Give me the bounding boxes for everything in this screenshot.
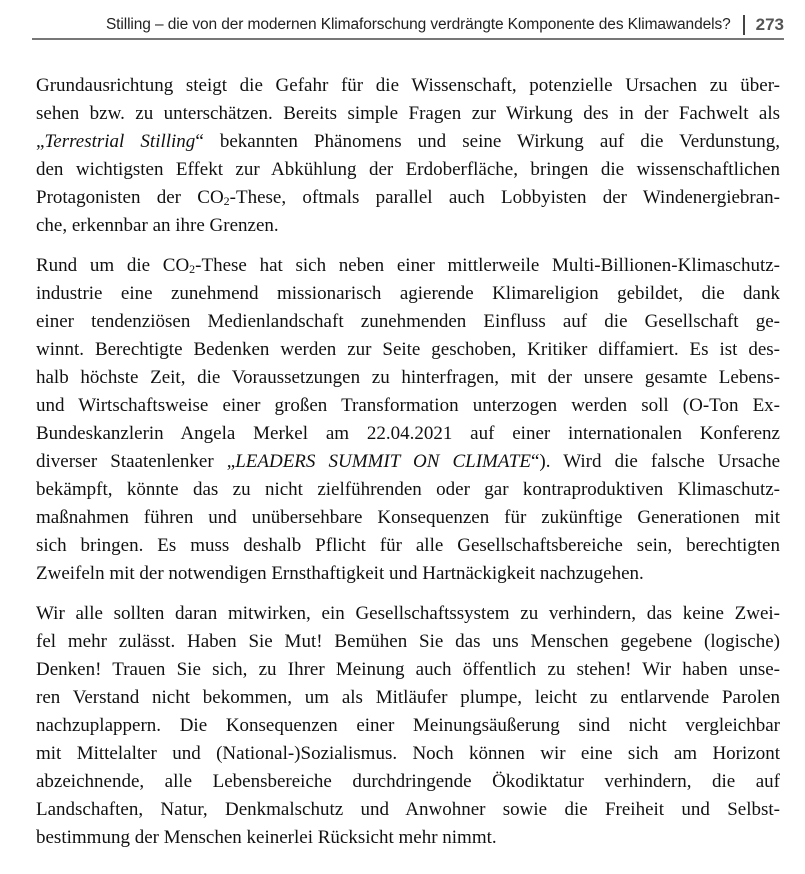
text-run: Bundeskanzlerin Angela Merkel am 22.04.2021 auf einer internationalen Konferenz — [36, 423, 780, 444]
text-run: Wir alle sollten daran mitwirken, ein Gesellschaftssystem zu verhindern, das keine Zwei- — [36, 603, 780, 624]
text-line — [36, 740, 780, 768]
italic-text: Terrestrial Stilling — [44, 131, 196, 152]
text-line — [36, 364, 780, 392]
text-run: halb höchste Zeit, die Voraussetzungen zu hinterfragen, mit der unsere gesamte Lebens- — [36, 367, 780, 388]
text-line — [36, 280, 780, 308]
page-number: 273 — [755, 15, 784, 34]
text-line — [36, 824, 780, 852]
text-run: -These, oftmals parallel auch Lobbyisten der Windenergiebran- — [229, 187, 780, 208]
subscript: 2 — [223, 194, 230, 208]
text-line — [36, 156, 780, 184]
italic-text: LEADERS SUMMIT ON CLIMATE — [235, 451, 531, 472]
text-line — [36, 476, 780, 504]
text-run: nachzuplappern. Die Konsequenzen einer Meinungsäußerung sind nicht vergleichbar — [36, 715, 780, 736]
text-run: bekämpft, könnte das zu nicht zielführenden oder gar kontraproduktiven Klimaschutz- — [36, 479, 780, 500]
text-line — [36, 504, 780, 532]
text-line — [36, 628, 780, 656]
text-line — [36, 768, 780, 796]
text-line — [36, 392, 780, 420]
header-separator — [743, 15, 745, 35]
text-line — [36, 72, 780, 100]
text-run: den wichtigsten Effekt zur Abkühlung der Erdoberfläche, bringen die wissenschaftlichen — [36, 159, 780, 180]
text-run: -These hat sich neben einer mittlerweile Multi-Billionen-Klimaschutz- — [195, 255, 780, 276]
text-run: Grundausrichtung steigt die Gefahr für die Wissenschaft, potenzielle Ursachen zu über- — [36, 75, 780, 96]
text-run: und Wirtschaftsweise einer großen Transformation unterzogen werden soll (O-Ton Ex- — [36, 395, 780, 416]
text-run: Rund um die CO — [36, 255, 190, 276]
text-run: diverser Staatenlenker „ — [36, 451, 236, 472]
text-line — [36, 712, 780, 740]
text-run: maßnahmen führen und unübersehbare Konsequenzen für zukünftige Generationen mit — [36, 507, 780, 528]
text-line — [36, 336, 780, 364]
text-line — [36, 796, 780, 824]
subscript: 2 — [189, 262, 196, 276]
text-run: einer tendenziösen Medienlandschaft zunehmenden Einfluss auf die Gesellschaft ge- — [36, 311, 780, 332]
text-line — [36, 448, 780, 476]
text-line — [36, 212, 780, 240]
body-text — [36, 72, 780, 852]
text-run: bestimmung der Menschen keinerlei Rücksicht mehr nimmt. — [36, 827, 497, 848]
running-header — [32, 12, 784, 38]
text-run: mit Mittelalter und (National-)Sozialismus. Noch können wir eine sich am Horizont — [36, 743, 780, 764]
text-line — [36, 184, 780, 212]
paragraph — [36, 72, 780, 240]
text-run: sehen bzw. zu unterschätzen. Bereits simple Fragen zur Wirkung des in der Fachwelt als — [36, 103, 780, 124]
text-run: che, erkennbar an ihre Grenzen. — [36, 215, 279, 236]
text-run: sich bringen. Es muss deshalb Pflicht für alle Gesellschaftsbereiche sein, berechtigten — [36, 535, 780, 556]
paragraph — [36, 600, 780, 852]
text-line — [36, 100, 780, 128]
text-run: abzeichnende, alle Lebensbereiche durchdringende Ökodiktatur verhindern, die auf — [36, 771, 780, 792]
text-line — [36, 420, 780, 448]
text-line — [36, 308, 780, 336]
text-run: winnt. Berechtigte Bedenken werden zur Seite geschoben, Kritiker diffamiert. Es ist des- — [36, 339, 780, 360]
text-run: “). Wird die falsche Ursache — [530, 451, 781, 472]
text-run: „ — [36, 131, 45, 152]
text-run: Denken! Trauen Sie sich, zu Ihrer Meinung auch öffentlich zu stehen! Wir haben unse- — [36, 659, 780, 680]
text-run: industrie eine zunehmend missionarisch agierende Klimareligion gebildet, die dank — [36, 283, 780, 304]
text-line — [36, 532, 780, 560]
text-run: fel mehr zulässt. Haben Sie Mut! Bemühen Sie das uns Menschen gegebene (logische) — [36, 631, 780, 652]
text-line — [36, 656, 780, 684]
text-line — [36, 600, 780, 628]
text-run: “ bekannten Phänomens und seine Wirkung auf die Verdunstung, — [195, 131, 780, 152]
text-line — [36, 560, 780, 588]
header-rule — [32, 38, 784, 40]
running-title: Stilling – die von der modernen Klimaforschung verdrängte Komponente des Klimawandels? — [105, 16, 731, 33]
text-line — [36, 128, 780, 156]
text-run: Zweifeln mit der notwendigen Ernsthaftigkeit und Hartnäckigkeit nachzugehen. — [36, 563, 644, 584]
paragraph — [36, 252, 780, 588]
text-run: Protagonisten der CO — [36, 187, 224, 208]
text-line — [36, 252, 780, 280]
text-run: Landschaften, Natur, Denkmalschutz und Anwohner sowie die Freiheit und Selbst- — [36, 799, 780, 820]
text-run: ren Verstand nicht bekommen, um als Mitläufer plumpe, leicht zu entlarvende Parolen — [36, 687, 780, 708]
text-line — [36, 684, 780, 712]
